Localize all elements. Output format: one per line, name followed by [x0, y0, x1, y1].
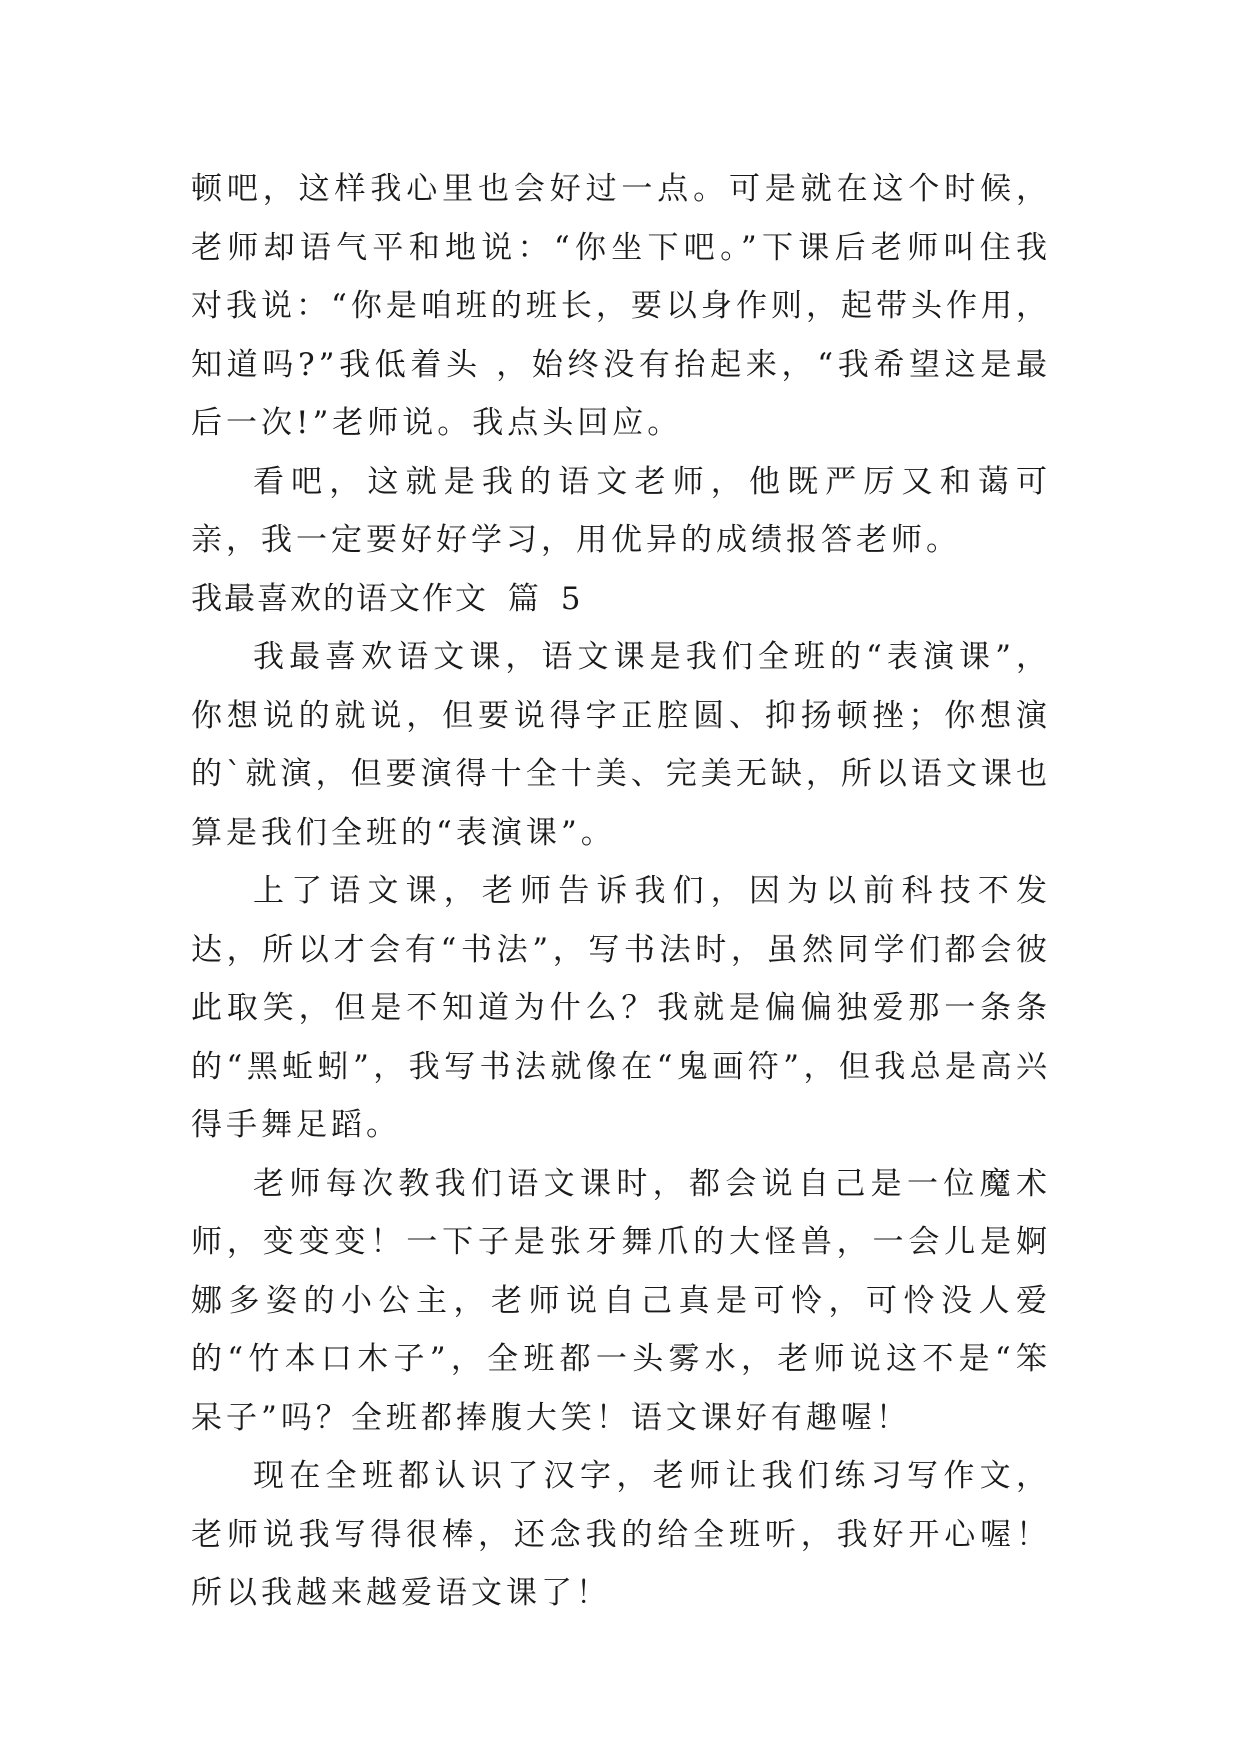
essay-paragraph-2: 上了语文课，老师告诉我们，因为以前科技不发达，所以才会有“书法”，写书法时，虽然同学们都会彼此取笑，但是不知道为什么？我就是偏偏独爱那一条条的“黑蚯蚓”，我写书法就像在“鬼画符”，但我总是高兴得手舞足蹈。	[191, 873, 1051, 1143]
closing-paragraph: 看吧，这就是我的语文老师，他既严厉又和蔼可亲，我一定要好好学习，用优异的成绩报答老师。	[191, 463, 1051, 558]
continuation-paragraph: 顿吧，这样我心里也会好过一点。可是就在这个时候，老师却语气平和地说：“你坐下吧。”下课后老师叫住我对我说：“你是咱班的班长，要以身作则，起带头作用，知道吗?”我低着头 ，始终没有抬起来，“我希望这是最后一次!”老师说。我点头回应。	[191, 171, 1051, 441]
essay-paragraph-3: 老师每次教我们语文课时，都会说自己是一位魔术师，变变变！一下子是张牙舞爪的大怪兽，一会儿是婀娜多姿的小公主，老师说自己真是可怜，可怜没人爱的“竹本口木子”，全班都一头雾水，老师说这不是“笨呆子”吗？全班都捧腹大笑！语文课好有趣喔！	[191, 1165, 1051, 1436]
document-body	[191, 160, 1051, 1623]
essay-paragraph-4: 现在全班都认识了汉字，老师让我们练习写作文，老师说我写得很棒，还念我的给全班听，我好开心喔！所以我越来越爱语文课了！	[191, 1458, 1051, 1611]
section-heading: 我最喜欢的语文作文 篇 5	[191, 580, 583, 617]
essay-paragraph-1: 我最喜欢语文课，语文课是我们全班的“表演课”，你想说的就说，但要说得字正腔圆、抑扬顿挫；你想演的`就演，但要演得十全十美、完美无缺，所以语文课也算是我们全班的“表演课”。	[191, 639, 1051, 851]
